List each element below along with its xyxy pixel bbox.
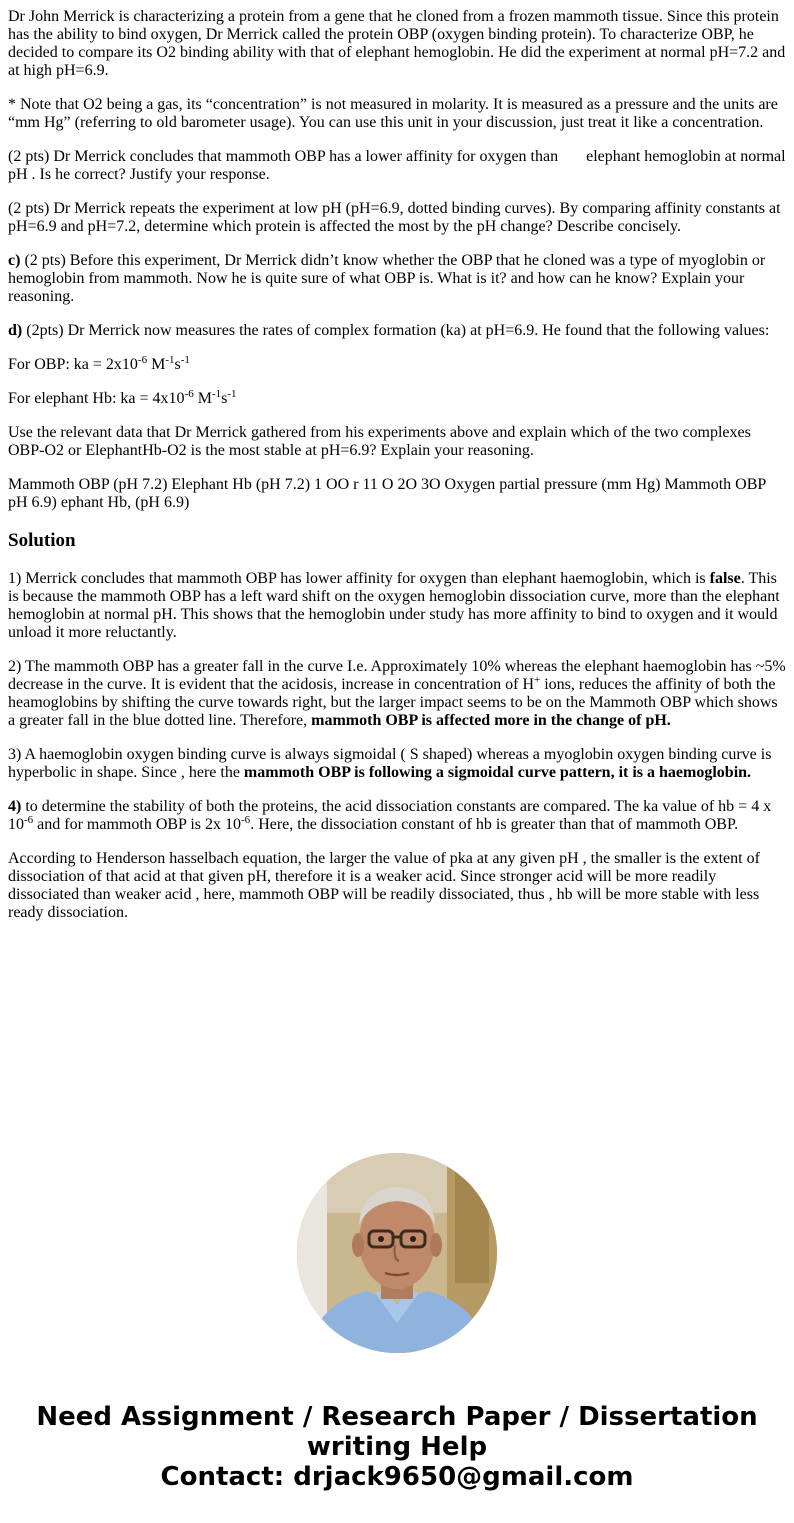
author-photo-icon (297, 1153, 497, 1353)
footer-banner (0, 1402, 794, 1492)
question-intro: Dr John Merrick is characterizing a protein from a gene that he cloned from a frozen mammoth tissue. Since this protein has the ability to bind oxygen, Dr Merrick called the protein OBP (oxygen binding protein). To characterize OBP, he decided to compare its O2 binding ability with that of elephant hemoglobin. He did the experiment at normal pH=7.2 and at high pH=6.9. (8, 8, 786, 79)
part-a-text-2: elephant hemoglobin at normal pH . Is he correct? Justify your response. (8, 148, 786, 183)
solution-3: 3) A haemoglobin oxygen binding curve is always sigmoidal ( S shaped) whereas a myoglobin oxygen binding curve is hyperbolic in shape. Since , here the mammoth OBP is following a sigmoidal curve pattern, it is a haemoglobin. (8, 746, 772, 781)
solution-4: 4) to determine the stability of both the proteins, the acid dissociation constants are compared. The ka value of hb = 4 x $10^{-6}$ and for mammoth OBP is 2x $10^{-6}$. Here, the dissociation constant of hb is greater than that of mammoth OBP. (8, 798, 772, 833)
solution-1: 1) Merrick concludes that mammoth OBP has lower affinity for oxygen than elephant haemoglobin, which is false. This is because the mammoth OBP has a left ward shift on the oxygen hemoglobin dissociation curve, more than the elephant hemoglobin at normal pH. This shows that the hemoglobin under study has more affinity to bind to oxygen and it would unload it more reluctantly. (8, 570, 780, 641)
question-part-a (8, 148, 788, 184)
solution-5: According to Henderson hasselbach equation, the larger the value of pka at any given pH , the smaller is the extent of dissociation of that acid at that given pH, therefore it is a weaker acid. Since stronger acid will be more readily dissociated than weaker acid , here, mammoth OBP will be readily dissociated, thus , hb will be more stable with less ready dissociation. (8, 850, 760, 921)
footer-contact: Contact: drjack9650@gmail.com (160, 1462, 634, 1492)
part-d-text: (2pts) Dr Merrick now measures the rates of complex formation (ka) at pH=6.9. He found that the following values: (22, 322, 770, 339)
part-c-label: c) (8, 252, 21, 269)
question-note: * Note that O2 being a gas, its “concentration” is not measured in molarity. It is measured as a pressure and the units are “mm Hg” (referring to old barometer usage). You can use this unit in your discussion, just treat it like a concentration. (8, 96, 778, 131)
figure-alt-text: Mammoth OBP (pH 7.2) Elephant Hb (pH 7.2) 1 OO r 11 O 2O 3O Oxygen partial pressure (mm Hg) Mammoth OBP pH 6.9) ephant Hb, (pH 6.9) (8, 476, 766, 511)
footer-line-1: Need Assignment / Research Paper / Dissertation (36, 1402, 758, 1432)
part-d-label: d) (8, 322, 23, 339)
question-part-d (8, 322, 788, 340)
solution-heading: Solution (8, 530, 76, 551)
avatar (297, 1153, 497, 1353)
question-part-b: (2 pts) Dr Merrick repeats the experiment at low pH (pH=6.9, dotted binding curves). By comparing affinity constants at pH=6.9 and pH=7.2, determine which protein is affected the most by the pH change? Describe concisely. (8, 200, 781, 235)
question-part-c (8, 252, 788, 306)
question-part-d-ask: Use the relevant data that Dr Merrick gathered from his experiments above and explain which of the two complexes OBP-O2 or ElephantHb-O2 is the most stable at pH=6.9? Explain your reasoning. (8, 424, 751, 459)
part-c-text: (2 pts) Before this experiment, Dr Merrick didn’t know whether the OBP that he cloned was a type of myoglobin or hemoglobin from mammoth. Now he is quite sure of what OBP is. What is it? and how can he know? Explain your reasoning. (8, 252, 766, 305)
obp-rate-line: For OBP: ka = $2x10^{-6}$ $M^{-1}s^{-1}$ (8, 354, 190, 373)
part-a-text-1: (2 pts) Dr Merrick concludes that mammoth OBP has a lower affinity for oxygen than (8, 148, 559, 165)
solution-2: 2) The mammoth OBP has a greater fall in the curve I.e. Approximately 10% whereas the elephant haemoglobin has ~5% decrease in the curve. It is evident that the acidosis, increase in concentration of H+ ions, reduces the affinity of both the heamoglobins by shifting the curve towards right, but the larger impact seems to be on the Mammoth OBP which shows a greater fall in the blue dotted line. Therefore, mammoth OBP is affected more in the change of pH. (8, 658, 786, 729)
document-body (8, 8, 788, 938)
hb-rate-line: For elephant Hb: ka = $4x10^{-6}$ $M^{-1}s^{-1}$ (8, 388, 237, 407)
footer-line-2: writing Help (306, 1432, 488, 1462)
